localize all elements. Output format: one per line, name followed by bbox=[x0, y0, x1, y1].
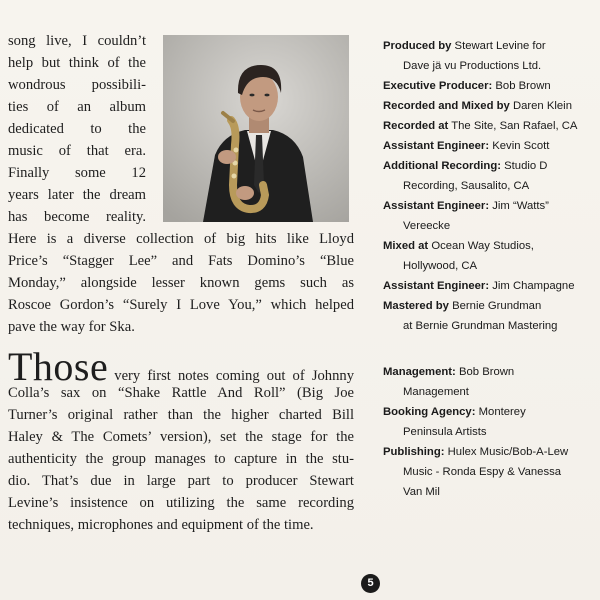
credit-label: Booking Agency: bbox=[383, 406, 476, 418]
credit-label: Executive Producer: bbox=[383, 80, 493, 92]
text-line: techniques, microphones and equipment of the time. bbox=[8, 517, 314, 533]
credits-gap bbox=[383, 336, 593, 362]
article-text bbox=[8, 30, 354, 536]
credit-value: Hulex Music/Bob-A-Lew bbox=[444, 446, 569, 458]
credit-continuation: Peninsula Artists bbox=[403, 426, 487, 438]
credit-value: Ocean Way Studios, bbox=[428, 240, 534, 252]
credit-entry bbox=[383, 116, 593, 136]
credit-continuation: Recording, Sausalito, CA bbox=[403, 180, 530, 192]
credit-entry bbox=[383, 362, 593, 402]
credit-continuation: Management bbox=[403, 386, 469, 398]
text-line: very first notes coming out of Johnny bbox=[114, 368, 354, 384]
text-line: Roscoe Gordon’s “Surely I Love You,” which helped bbox=[8, 297, 354, 313]
credit-entry bbox=[383, 296, 593, 336]
credit-continuation: Dave jä vu Productions Ltd. bbox=[403, 60, 542, 72]
credit-continuation: at Bernie Grundman Mastering bbox=[403, 320, 558, 332]
credit-label: Mixed at bbox=[383, 240, 429, 252]
credit-label: Assistant Engineer: bbox=[383, 200, 490, 212]
text-line: song live, I couldn’t bbox=[8, 33, 146, 49]
credits-list bbox=[383, 36, 593, 502]
credit-label: Management: bbox=[383, 366, 456, 378]
credit-continuation: Van Mil bbox=[403, 486, 440, 498]
intro-wide-paragraph bbox=[8, 228, 354, 338]
text-line: wondrous possibili- bbox=[8, 77, 146, 93]
credit-value: Studio D bbox=[500, 160, 548, 172]
text-line: Turner’s original rather than the higher charted Bill bbox=[8, 407, 354, 423]
credit-entry bbox=[383, 136, 593, 156]
intro-narrow-paragraph bbox=[8, 30, 146, 228]
text-line: years later the dream bbox=[8, 187, 146, 203]
text-line: Levine’s insistence on utilizing the same recording bbox=[8, 495, 354, 511]
drop-first-line bbox=[8, 344, 354, 389]
text-line: help but think of the bbox=[8, 55, 146, 71]
credit-value: The Site, San Rafael, CA bbox=[448, 120, 578, 132]
credit-label: Publishing: bbox=[383, 446, 445, 458]
credit-continuation: Hollywood, CA bbox=[403, 260, 478, 272]
credit-entry bbox=[383, 76, 593, 96]
text-line: Finally some 12 bbox=[8, 165, 146, 181]
page-number-badge: 5 bbox=[361, 574, 380, 593]
credit-continuation: Vereecke bbox=[403, 220, 451, 232]
credit-label: Mastered by bbox=[383, 300, 449, 312]
credit-value: Bernie Grundman bbox=[448, 300, 542, 312]
credit-label: Assistant Engineer: bbox=[383, 140, 490, 152]
credit-value: Stewart Levine for bbox=[451, 40, 546, 52]
credit-value: Kevin Scott bbox=[489, 140, 550, 152]
text-line: music of that era. bbox=[8, 143, 146, 159]
credit-label: Produced by bbox=[383, 40, 452, 52]
text-line: pave the way for Ska. bbox=[8, 319, 135, 335]
credits-management bbox=[383, 362, 593, 502]
text-line: has become reality. bbox=[8, 209, 146, 225]
credit-entry bbox=[383, 36, 593, 76]
credit-continuation: Music - Ronda Espy & Vanessa bbox=[403, 466, 562, 478]
text-line: Monday,” alongside lesser known gems such as bbox=[8, 275, 354, 291]
credit-entry bbox=[383, 442, 593, 502]
text-line: dedicated to the bbox=[8, 121, 146, 137]
text-line: authenticity the group manages to capture in the stu- bbox=[8, 451, 354, 467]
text-line: ties of an album bbox=[8, 99, 146, 115]
credit-entry bbox=[383, 196, 593, 236]
credit-label: Assistant Engineer: bbox=[383, 280, 490, 292]
text-line: Price’s “Stagger Lee” and Fats Domino’s “Blue bbox=[8, 253, 354, 269]
text-line: Here is a diverse collection of big hits like Lloyd bbox=[8, 231, 354, 247]
credit-value: Bob Brown bbox=[492, 80, 551, 92]
drop-word: Those bbox=[8, 344, 109, 389]
text-line: Colla’s sax on “Shake Rattle And Roll” (Big Joe bbox=[8, 385, 354, 401]
credit-value: Jim Champagne bbox=[489, 280, 575, 292]
credit-label: Recorded at bbox=[383, 120, 449, 132]
credit-entry bbox=[383, 96, 593, 116]
credit-value: Jim “Watts” bbox=[489, 200, 549, 212]
credit-entry bbox=[383, 156, 593, 196]
credit-label: Recorded and Mixed by bbox=[383, 100, 510, 112]
credit-label: Additional Recording: bbox=[383, 160, 501, 172]
credit-entry bbox=[383, 236, 593, 276]
credit-value: Bob Brown bbox=[455, 366, 515, 378]
text-line: dio. That’s due in large part to producer Stewart bbox=[8, 473, 354, 489]
credit-value: Monterey bbox=[475, 406, 526, 418]
credit-value: Daren Klein bbox=[509, 100, 572, 112]
text-line: Haley & The Comets’ version), set the stage for the bbox=[8, 429, 354, 445]
credits-production bbox=[383, 36, 593, 336]
credit-entry bbox=[383, 276, 593, 296]
credit-entry bbox=[383, 402, 593, 442]
drop-word-paragraph bbox=[8, 344, 354, 536]
